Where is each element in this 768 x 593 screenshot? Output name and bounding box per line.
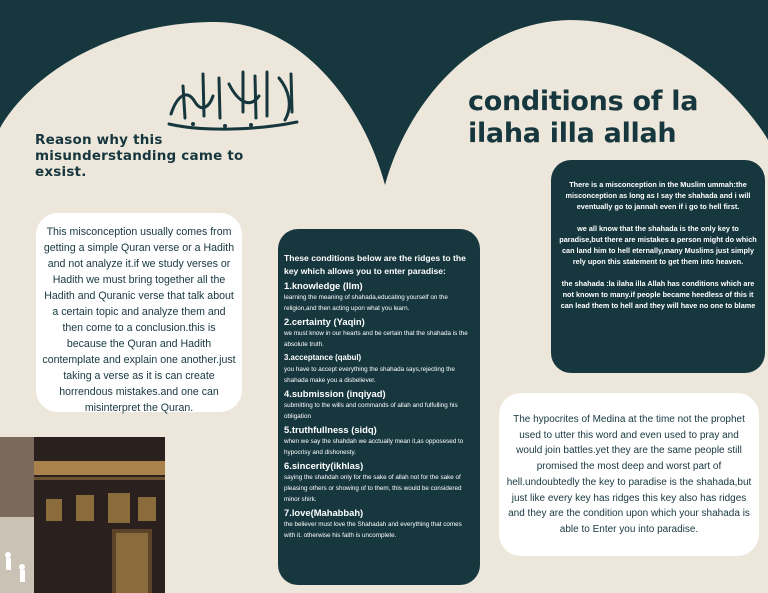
condition-desc: when we say the shahdah we acctually mean it,as opposesed to hypocrisy and dishonesty. [284, 438, 464, 456]
condition-title: 4.submission (inqiyad) [284, 388, 386, 399]
condition-title: 5.truthfullness (sidq) [284, 424, 377, 435]
kaaba-photo [0, 437, 165, 593]
conditions-card [278, 229, 480, 585]
shahada-calligraphy [163, 66, 303, 134]
condition-title: 6.sincerity(ikhlas) [284, 460, 364, 471]
ummah-paragraph-1: There is a misconception in the Muslim ummah:the misconception as long as I say the shahada and i will eventually go to jannah even if i go to hell first. [565, 180, 751, 211]
ummah-misconception-card [551, 160, 765, 373]
condition-desc: submitting to the wills and commands of allah and fulfulling his obligation [284, 402, 458, 420]
page-title: conditions of la ilaha illa allah [468, 86, 699, 149]
condition-desc: learning the meaning of shahada,educating yourself on the religion,and then acting upon what you learn. [284, 294, 448, 312]
condition-title: 3.acceptance (qabul) [284, 353, 362, 362]
conditions-intro: These conditions below are the ridges to the key which allows you to enter paradise: [284, 253, 466, 276]
misconception-text: This misconception usually comes from getting a simple Quran verse or a Hadith and not analyze it.if we study verses or Hadith we must bring together all the Hadith and Quranic verse that talk about a certain topic and analyze them and then come to a conclusion.this is because the Quran and Hadith contemplate and explain one another.just taking a verse as it is can create horrendous mistakes.and one can misinterpret the Quran. [42, 226, 236, 414]
condition-desc: saying the shahdah only for the sake of allah not for the sake of pleasing others or showing of to them, this would be considered minor shirk. [284, 474, 462, 503]
hypocrites-text: The hypocrites of Medina at the time not the prophet used to utter this word and even used to pray and would join battles.yet they are the same people still promised the most deep and worst part of hell.undoubtedly the key to paradise is the shahada,but just like every key has ridges this key also has ridges and they are the condition upon which your shahada is able to Enter you into paradise. [506, 414, 752, 535]
condition-desc: we must know in our hearts and be certain that the shahada is the absolute truth. [284, 330, 468, 348]
misconception-card [36, 213, 242, 412]
ummah-paragraph-2: we all know that the shahada is the only key to paradise,but there are mistakes a person might do which can land him to hell eternally,many Muslims just simply rely upon this statement to get them into heaven. [559, 224, 757, 266]
condition-title: 1.knowledge (Ilm) [284, 280, 363, 291]
condition-desc: you have to accept everything the shahada says,rejecting the shahada make you a disbeliever. [284, 366, 455, 384]
condition-title: 2.certainty (Yaqin) [284, 316, 365, 327]
condition-title: 7.love(Mahabbah) [284, 507, 364, 518]
condition-desc: the believer must love the Shahadah and everything that comes with it. otherwise his faith is uncomplete. [284, 521, 462, 539]
reason-heading: Reason why this misunderstanding came to exsist. [35, 132, 244, 180]
ummah-paragraph-3: the shahada :la ilaha illa Allah has conditions which are not known to many.if people became heedless of this it can lead them to hell and they will have no one to blame [560, 279, 756, 310]
hypocrites-card [499, 393, 759, 556]
